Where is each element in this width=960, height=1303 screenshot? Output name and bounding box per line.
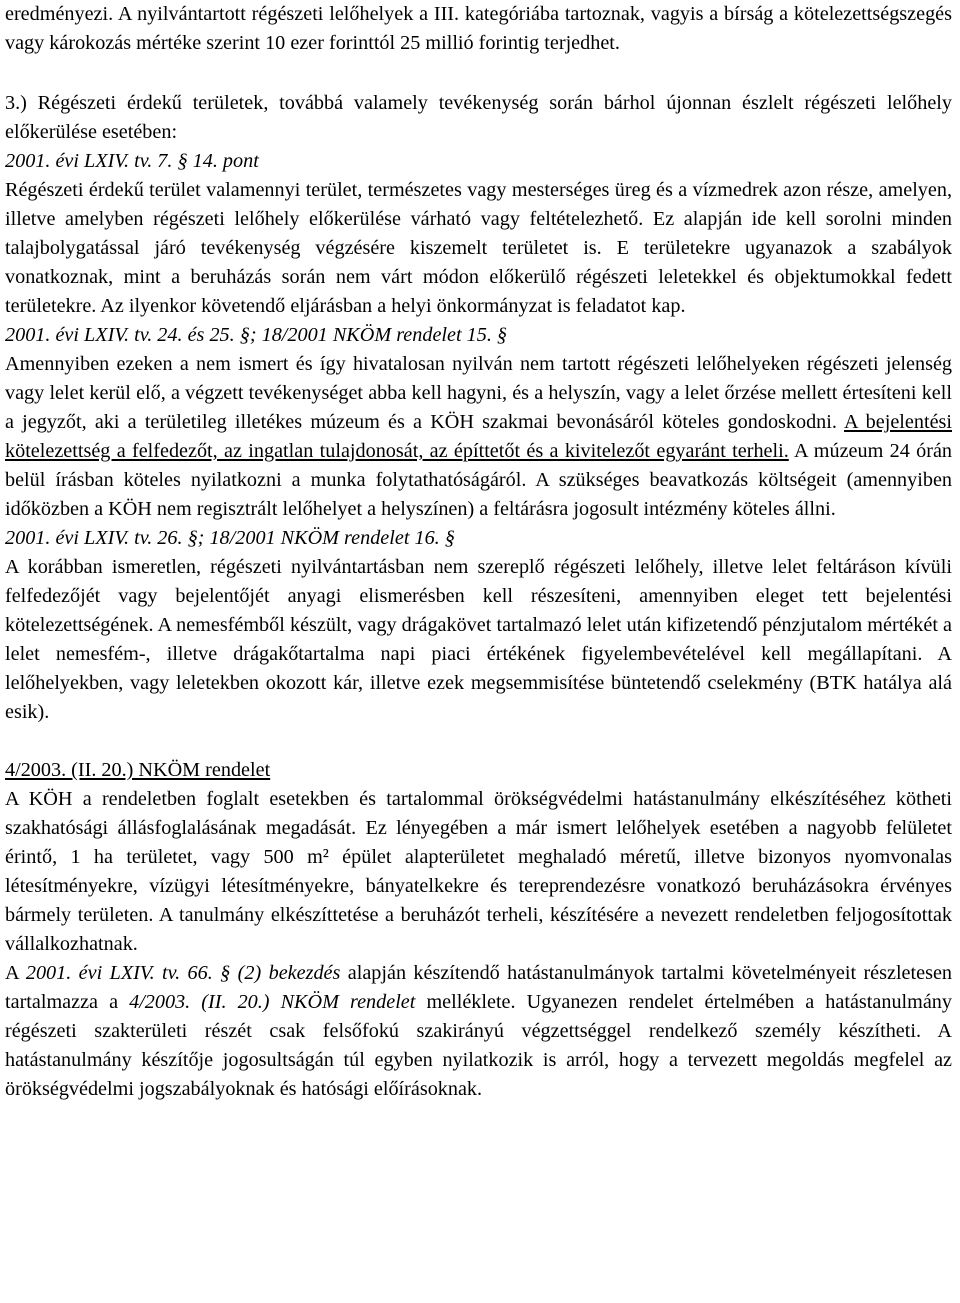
underlined-reporting-obligation: A bejelentési kötelezettség a felfedezőt, az ingatlan tulajdonosát, az építtetőt és a kivitelezőt egyaránt terheli. [5, 411, 952, 462]
paragraph-discovery-procedure [5, 350, 952, 524]
paragraph-impact-study-requirements [5, 959, 952, 1104]
paragraph-discovery-text-a: Amennyiben ezeken a nem ismert és így hivatalosan nyilván nem tartott régészeti lelőhelyeken régészeti jelenség vagy lelet kerül elő, a végzett tevékenységet abba kell hagyni, és a helyszín, vagy a lelet őrzése mellett értesíteni kell a jegyzőt, aki a területileg illetékes múzeum és a KÖH szakmai bevonásáról köteles gondoskodni. [5, 353, 952, 433]
legal-reference-24-25: 2001. évi LXIV. tv. 24. és 25. §; 18/2001 NKÖM rendelet 15. § [5, 324, 508, 346]
italic-reference-66-2: 2001. évi LXIV. tv. 66. § (2) bekezdés [25, 962, 341, 984]
paragraph-req-text-c: melléklete. Ugyanezen rendelet értelmében a hatástanulmány régészeti szakterületi részét csak felsőfokú szakirányú végzettséggel rendelkező személy készítheti. A hatástanulmány készítője jogosultságán túl egyben nyilatkozik is arról, hogy a tervezett megoldás megfelel az örökségvédelmi jogszabályoknak és hatósági előírásoknak. [5, 991, 952, 1100]
italic-reference-nkom: 4/2003. (II. 20.) NKÖM rendelet [129, 991, 416, 1013]
legal-reference-7-14: 2001. évi LXIV. tv. 7. § 14. pont [5, 150, 259, 172]
paragraph-archaeological-area: Régészeti érdekű terület valamennyi terület, természetes vagy mesterséges üreg és a vízmedrek azon része, amelyen, illetve amelyben régészeti lelőhely előkerülése várható vagy feltételezhető. Ez alapján ide kell sorolni minden talajbolygatással járó tevékenység végzésére kiszemelt területet is. E területekre ugyanazok a szabályok vonatkoznak, mint a beruházás során nem várt módon előkerülő régészeti leletekkel és objektumokkal fedett területekre. Az ilyenkor követendő eljárásban a helyi önkormányzat is feladatot kap. [5, 179, 952, 317]
paragraph-discovery-text-b: A múzeum 24 órán belül írásban köteles nyilatkozni a munka folytathatóságáról. A szükséges beavatkozás költségeit (amennyiben időközben a KÖH nem regisztrált lelőhelyet a helyszínen) a feltárásra jogosult intézmény köteles állni. [5, 440, 953, 520]
paragraph-fine-amounts: eredményezi. A nyilvántartott régészeti lelőhelyek a III. kategóriába tartoznak, vagyis a bírság a kötelezettségszegés vagy károkozás mértéke szerint 10 ezer forinttól 25 millió forintig terjedhet. [5, 3, 952, 54]
paragraph-impact-study: A KÖH a rendeletben foglalt esetekben és tartalommal örökségvédelmi hatástanulmány elkészítéséhez kötheti szakhatósági állásfoglalásának megadását. Ez lényegében a már ismert lelőhelyek esetében a nagyobb felületet érintő, 1 ha területet, vagy 500 m² épület alapterületet meghaladó méretű, illetve bizonyos nyomvonalas létesítményekre, vízügyi létesítményekre, bányatelkekre és tereprendezésre vonatkozó beruházásokra érvényes bármely területen. A tanulmány elkészíttetése a beruházót terheli, készítésére a nevezett rendeletben feljogosítottak vállalkozhatnak. [5, 788, 952, 955]
legal-reference-26: 2001. évi LXIV. tv. 26. §; 18/2001 NKÖM rendelet 16. § [5, 527, 455, 549]
paragraph-finder-reward: A korábban ismeretlen, régészeti nyilvántartásban nem szereplő régészeti lelőhely, illetve lelet feltáráson kívüli felfedezőjét vagy bejelentőjét anyagi elismerésben kell részesíteni, amennyiben eleget tett bejelentési kötelezettségének. A nemesfémből készült, vagy drágakövet tartalmazó lelet után kifizetendő pénzjutalom mértékét a lelet nemesfém-, illetve drágakőtartalma napi piaci értékének figyelembevételével kell megállapítani. A lelőhelyekben, vagy leletekben okozott kár, illetve ezek megsemmisítése büntetendő cselekmény (BTK hatálya alá esik). [5, 556, 952, 723]
section-heading-nkom-rendelet: 4/2003. (II. 20.) NKÖM rendelet [5, 759, 271, 781]
paragraph-req-text-a: A [5, 962, 26, 984]
paragraph-section-3-intro: 3.) Régészeti érdekű területek, továbbá valamely tevékenység során bárhol újonnan észlelt régészeti lelőhely előkerülése esetében: [5, 92, 952, 143]
paragraph-req-text-b: alapján készítendő hatástanulmányok tartalmi követelményeit részletesen tartalmazza a [5, 962, 952, 1013]
